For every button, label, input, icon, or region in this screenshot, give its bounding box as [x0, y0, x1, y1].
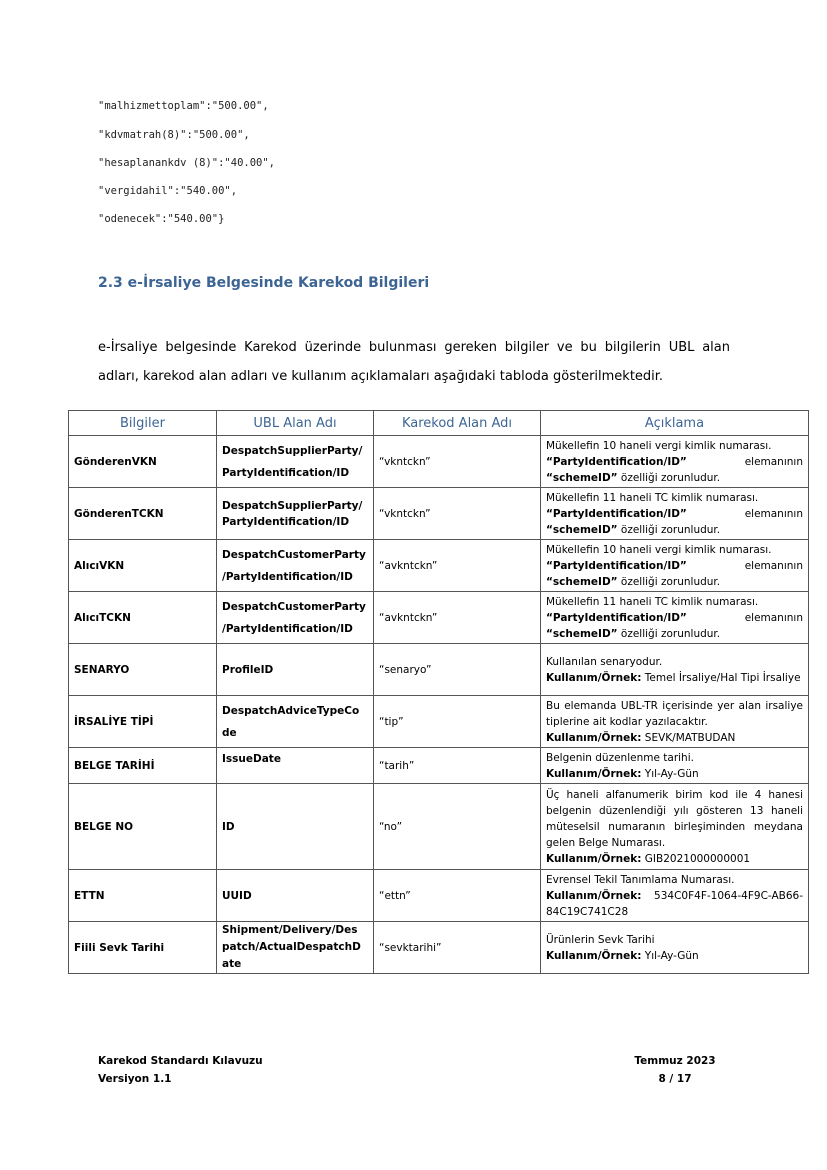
cell-ubl	[217, 696, 374, 748]
ubl-text: ProfileID	[222, 663, 274, 676]
desc-text: Yıl-Ay-Gün	[641, 767, 699, 780]
cell-ubl	[217, 784, 374, 870]
cell-bilgi: BELGE NO	[69, 784, 217, 870]
section-heading: 2.3 e-İrsaliye Belgesinde Karekod Bilgileri	[98, 275, 430, 291]
table-row	[69, 870, 809, 922]
cell-aciklama	[541, 870, 809, 922]
desc-field-name: Kullanım/Örnek:	[546, 852, 642, 865]
desc-text: Belgenin düzenlenme tarihi.	[546, 751, 694, 764]
desc-text: Temel İrsaliye/Hal Tipi İrsaliye	[641, 671, 801, 684]
ubl-text: DespatchCustomerParty /PartyIdentification/ID	[222, 548, 366, 583]
header-karekod-alan-adi: Karekod Alan Adı	[374, 411, 541, 436]
footer-left	[98, 1052, 263, 1088]
cell-karekod: “tarih”	[374, 748, 541, 784]
ubl-text: DespatchAdviceTypeCo de	[222, 704, 360, 739]
desc-text: Mükellefin 10 haneli vergi kimlik numarası.	[546, 439, 772, 452]
desc-text: özelliği zorunludur.	[617, 523, 721, 536]
table-row	[69, 696, 809, 748]
code-line: "odenecek":"540.00"}	[98, 213, 225, 225]
desc-field-name: “schemeID”	[546, 575, 618, 588]
cell-karekod: “sevktarihi”	[374, 922, 541, 974]
table-row	[69, 784, 809, 870]
desc-text: Ürünlerin Sevk Tarihi	[546, 933, 655, 946]
desc-field-name: “PartyIdentification/ID”	[546, 559, 687, 572]
ubl-text: DespatchCustomerParty /PartyIdentification/ID	[222, 600, 366, 635]
code-line: "malhizmettoplam":"500.00",	[98, 100, 269, 112]
desc-field-name: “PartyIdentification/ID”	[546, 455, 687, 468]
desc-text: Mükellefin 11 haneli TC kimlik numarası.	[546, 595, 759, 608]
cell-bilgi: AlıcıVKN	[69, 540, 217, 592]
cell-karekod: “avkntckn”	[374, 540, 541, 592]
cell-karekod: “vkntckn”	[374, 436, 541, 488]
cell-aciklama	[541, 540, 809, 592]
footer-date: Temmuz 2023	[634, 1055, 716, 1067]
table-row	[69, 540, 809, 592]
desc-text: Yıl-Ay-Gün	[641, 949, 699, 962]
cell-aciklama	[541, 748, 809, 784]
desc-text: 534C0F4F-1064-4F9C-AB66-84C19C741C28	[546, 889, 803, 918]
desc-field-name: Kullanım/Örnek:	[546, 767, 642, 780]
cell-bilgi: Fiili Sevk Tarihi	[69, 922, 217, 974]
desc-text: elemanının	[744, 507, 803, 520]
table-header-row	[69, 411, 809, 436]
table-row	[69, 592, 809, 644]
cell-ubl	[217, 488, 374, 540]
ubl-text: ID	[222, 820, 235, 833]
cell-karekod: “avkntckn”	[374, 592, 541, 644]
table-row	[69, 488, 809, 540]
cell-karekod: “senaryo”	[374, 644, 541, 696]
table-row	[69, 922, 809, 974]
cell-aciklama	[541, 592, 809, 644]
desc-text: Bu elemanda UBL-TR içerisinde yer alan irsaliye tiplerine ait kodlar yazılacaktır.	[546, 699, 803, 728]
table-row	[69, 436, 809, 488]
cell-ubl	[217, 540, 374, 592]
ubl-text: UUID	[222, 889, 252, 902]
footer-doc-title: Karekod Standardı Kılavuzu	[98, 1055, 263, 1067]
cell-karekod: “ettn”	[374, 870, 541, 922]
ubl-text: DespatchSupplierParty/ PartyIdentification/ID	[222, 444, 363, 479]
cell-aciklama	[541, 784, 809, 870]
code-line: "hesaplanankdv (8)":"40.00",	[98, 157, 276, 169]
desc-field-name: “schemeID”	[546, 471, 618, 484]
desc-field-name: “schemeID”	[546, 523, 618, 536]
desc-field-name: Kullanım/Örnek:	[546, 731, 642, 744]
ubl-text: Shipment/Delivery/Des patch/ActualDespatchD ate	[222, 924, 361, 970]
cell-aciklama	[541, 922, 809, 974]
cell-bilgi: İRSALİYE TİPİ	[69, 696, 217, 748]
ubl-text: IssueDate	[222, 753, 281, 765]
header-bilgiler: Bilgiler	[69, 411, 217, 436]
cell-bilgi: GönderenVKN	[69, 436, 217, 488]
desc-text: Evrensel Tekil Tanımlama Numarası.	[546, 873, 735, 886]
desc-text: özelliği zorunludur.	[617, 627, 721, 640]
cell-bilgi: GönderenTCKN	[69, 488, 217, 540]
desc-text: Üç haneli alfanumerik birim kod ile 4 hanesi belgenin düzenlendiği yılı gösteren 13 haneli müteselsil numaranın birleşiminden meydana gelen Belge Numarası.	[546, 788, 803, 849]
cell-karekod: “no”	[374, 784, 541, 870]
cell-ubl	[217, 436, 374, 488]
table-row	[69, 644, 809, 696]
footer-page-number: 8 / 17	[658, 1073, 692, 1085]
desc-text: Mükellefin 11 haneli TC kimlik numarası.	[546, 491, 759, 504]
desc-text: özelliği zorunludur.	[617, 471, 721, 484]
desc-text: Kullanılan senaryodur.	[546, 655, 663, 668]
cell-ubl	[217, 922, 374, 974]
desc-text: GIB2021000000001	[641, 852, 751, 865]
desc-field-name: Kullanım/Örnek:	[546, 889, 642, 902]
code-line: "vergidahil":"540.00",	[98, 185, 238, 197]
desc-text: SEVK/MATBUDAN	[641, 731, 736, 744]
table-row	[69, 748, 809, 784]
footer-version: Versiyon 1.1	[98, 1073, 172, 1085]
desc-text: Mükellefin 10 haneli vergi kimlik numarası.	[546, 543, 772, 556]
header-ubl-alan-adi: UBL Alan Adı	[217, 411, 374, 436]
cell-ubl	[217, 870, 374, 922]
desc-field-name: “PartyIdentification/ID”	[546, 611, 687, 624]
cell-bilgi: SENARYO	[69, 644, 217, 696]
cell-ubl	[217, 748, 374, 784]
cell-karekod: “tip”	[374, 696, 541, 748]
desc-field-name: Kullanım/Örnek:	[546, 671, 642, 684]
desc-text: elemanının	[744, 455, 803, 468]
cell-bilgi: AlıcıTCKN	[69, 592, 217, 644]
ubl-text: DespatchSupplierParty/ PartyIdentification/ID	[222, 499, 363, 528]
desc-field-name: “PartyIdentification/ID”	[546, 507, 687, 520]
cell-aciklama	[541, 436, 809, 488]
footer-right	[620, 1052, 730, 1088]
intro-paragraph: e-İrsaliye belgesinde Karekod üzerinde bulunması gereken bilgiler ve bu bilgilerin UBL alan adları, karekod alan adları ve kullanım açıklamaları aşağıdaki tabloda gösterilmektedir.	[98, 340, 730, 384]
cell-bilgi: ETTN	[69, 870, 217, 922]
header-aciklama: Açıklama	[541, 411, 809, 436]
cell-aciklama	[541, 488, 809, 540]
karekod-table	[68, 410, 809, 974]
desc-field-name: Kullanım/Örnek:	[546, 949, 642, 962]
cell-aciklama	[541, 696, 809, 748]
desc-field-name: “schemeID”	[546, 627, 618, 640]
desc-text: özelliği zorunludur.	[617, 575, 721, 588]
code-line: "kdvmatrah(8)":"500.00",	[98, 129, 250, 141]
cell-aciklama	[541, 644, 809, 696]
cell-ubl	[217, 644, 374, 696]
cell-bilgi: BELGE TARİHİ	[69, 748, 217, 784]
desc-text: elemanının	[744, 559, 803, 572]
desc-text: elemanının	[744, 611, 803, 624]
cell-ubl	[217, 592, 374, 644]
cell-karekod: “vkntckn”	[374, 488, 541, 540]
